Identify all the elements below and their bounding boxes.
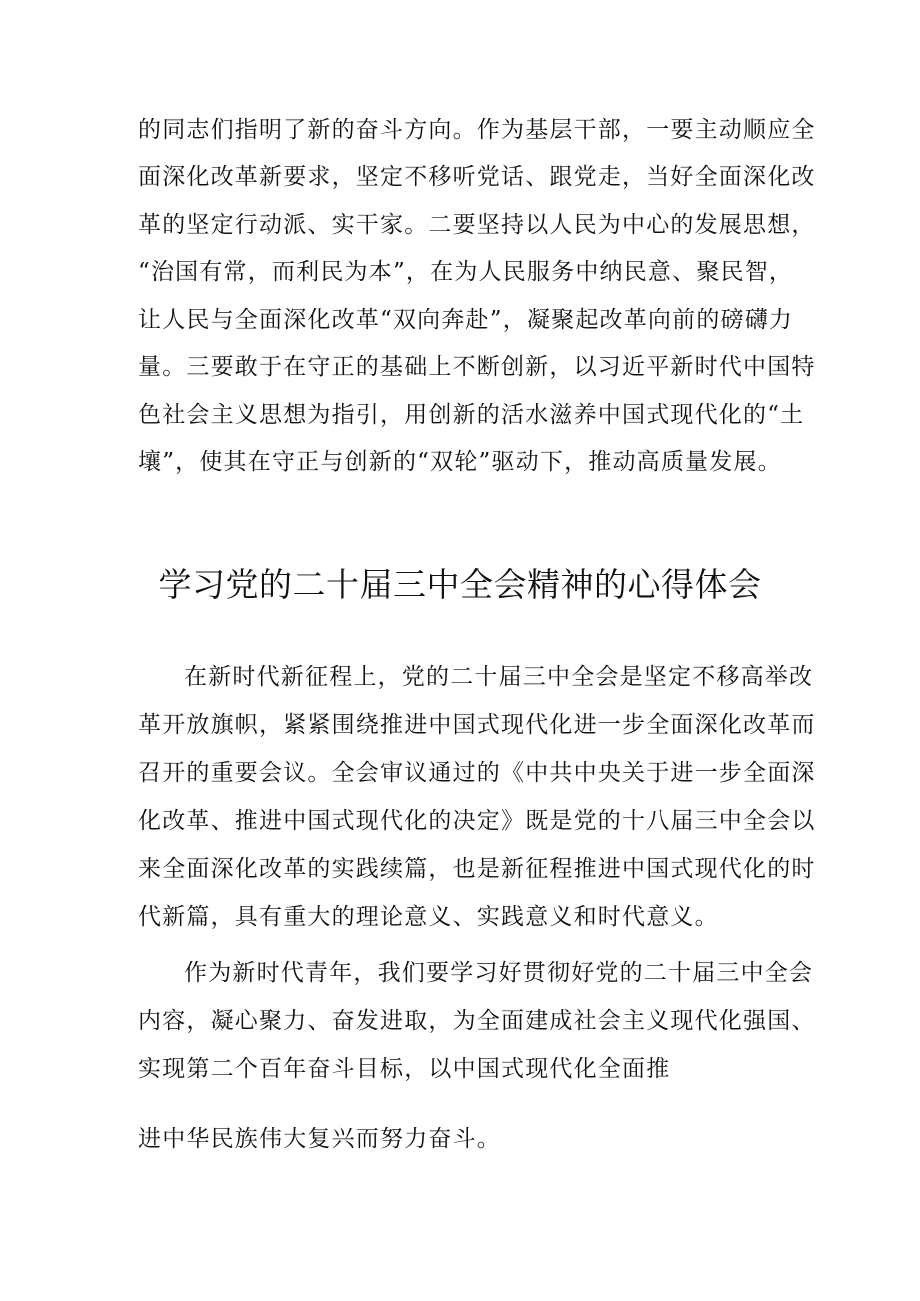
section-heading: 学习党的二十届三中全会精神的心得体会 xyxy=(158,565,762,604)
paragraph-2-line-4: 化改革、推进中国式现代化的决定》既是党的十八届三中全会以 xyxy=(138,808,816,834)
paragraph-3-line-1: 作为新时代青年，我们要学习好贯彻好党的二十届三中全会 xyxy=(184,960,814,986)
paragraph-3-line-3: 实现第二个百年奋斗目标，以中国式现代化全面推 xyxy=(138,1056,671,1082)
paragraph-1-line-1: 的同志们指明了新的奋斗方向。作为基层干部，一要主动顺应全 xyxy=(138,117,816,143)
paragraph-2-line-6: 代新篇，具有重大的理论意义、实践意义和时代意义。 xyxy=(138,904,719,930)
paragraph-3-line-4: 进中华民族伟大复兴而努力奋斗。 xyxy=(138,1126,501,1152)
paragraph-1-line-8: 壤”，使其在守正与创新的“双轮”驱动下，推动高质量发展。 xyxy=(138,449,782,475)
paragraph-3-line-2: 内容，凝心聚力、奋发进取，为全面建成社会主义现代化强国、 xyxy=(138,1008,816,1034)
paragraph-2-line-2: 革开放旗帜，紧紧围绕推进中国式现代化进一步全面深化改革而 xyxy=(138,712,816,738)
paragraph-1-line-3: 革的坚定行动派、实干家。二要坚持以人民为中心的发展思想， xyxy=(138,212,816,238)
paragraph-1-line-2: 面深化改革新要求，坚定不移听党话、跟党走，当好全面深化改 xyxy=(138,164,816,190)
paragraph-2-line-3: 召开的重要会议。全会审议通过的《中共中央关于进一步全面深 xyxy=(138,760,816,786)
paragraph-1-line-5: 让人民与全面深化改革“双向奔赴”，凝聚起改革向前的磅礴力 xyxy=(138,307,794,333)
paragraph-1-line-6: 量。三要敢于在守正的基础上不断创新，以习近平新时代中国特 xyxy=(138,354,816,380)
paragraph-1-line-7: 色社会主义思想为指引，用创新的活水滋养中国式现代化的“土 xyxy=(138,402,805,428)
paragraph-2-line-1: 在新时代新征程上，党的二十届三中全会是坚定不移高举改 xyxy=(184,664,814,690)
paragraph-1-line-4: “治国有常，而利民为本”，在为人民服务中纳民意、聚民智， xyxy=(138,259,794,285)
paragraph-2-line-5: 来全面深化改革的实践续篇，也是新征程推进中国式现代化的时 xyxy=(138,856,816,882)
